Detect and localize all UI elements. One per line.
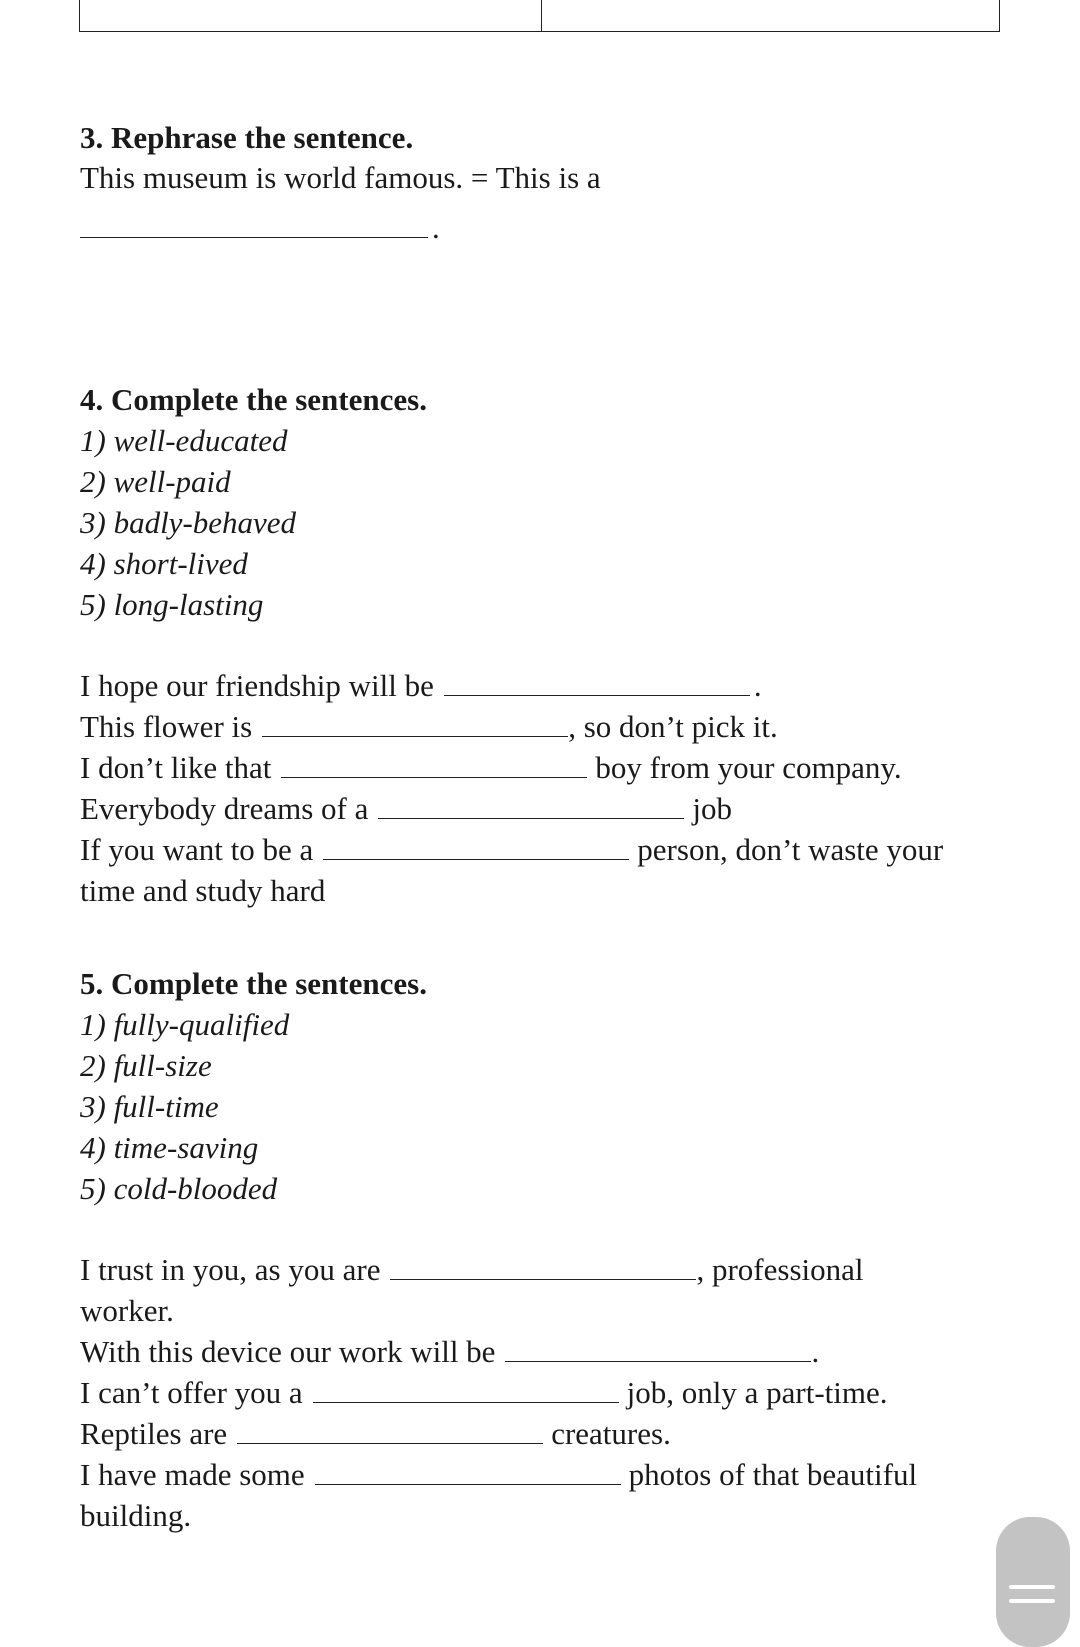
section-5-option: 5) cold-blooded bbox=[80, 1171, 278, 1206]
section-5-option: 1) fully-qualified bbox=[80, 1007, 290, 1042]
section-4-sentence bbox=[80, 791, 732, 827]
section-4-sentence bbox=[80, 832, 943, 868]
section-5-sentence bbox=[80, 1457, 917, 1493]
section-4-sentence bbox=[80, 668, 762, 704]
section-4-option: 1) well-educated bbox=[80, 423, 288, 458]
section-5-sentence bbox=[80, 1416, 671, 1452]
section-5-continuation: building. bbox=[80, 1498, 192, 1533]
sentence-text: job, only a part-time. bbox=[626, 1375, 888, 1410]
sentence-text: With this device our work will be bbox=[80, 1334, 496, 1369]
sentence-text: boy from your company. bbox=[595, 750, 902, 785]
answer-blank[interactable] bbox=[281, 751, 587, 778]
scroll-handle[interactable] bbox=[996, 1517, 1070, 1647]
section-4-option: 5) long-lasting bbox=[80, 587, 264, 622]
sentence-text: photos of that beautiful bbox=[628, 1457, 918, 1492]
sentence-text: I trust in you, as you are bbox=[80, 1252, 381, 1287]
section-5-heading: 5. Complete the sentences. bbox=[80, 966, 427, 1001]
sentence-text: I have made some bbox=[80, 1457, 305, 1492]
sentence-text: person, don’t waste your bbox=[637, 832, 944, 867]
answer-blank[interactable] bbox=[315, 1458, 621, 1485]
answer-blank[interactable] bbox=[237, 1417, 543, 1444]
section-5-sentence bbox=[80, 1375, 888, 1411]
section-4-heading: 4. Complete the sentences. bbox=[80, 382, 427, 417]
section-3-sentence: This museum is world famous. = This is a bbox=[80, 160, 601, 195]
section-5-option: 3) full-time bbox=[80, 1089, 219, 1124]
section-4-option: 4) short-lived bbox=[80, 546, 248, 581]
answer-blank[interactable] bbox=[323, 833, 629, 860]
grip-line-icon bbox=[1009, 1599, 1055, 1603]
answer-blank[interactable] bbox=[505, 1335, 811, 1362]
section-3-heading: 3. Rephrase the sentence. bbox=[80, 120, 414, 155]
sentence-text: If you want to be a bbox=[80, 832, 314, 867]
answer-blank[interactable] bbox=[262, 710, 568, 737]
answer-blank[interactable] bbox=[444, 669, 750, 696]
sentence-text: I don’t like that bbox=[80, 750, 272, 785]
sentence-text: . bbox=[811, 1334, 820, 1369]
sentence-text: I can’t offer you a bbox=[80, 1375, 303, 1410]
section-3-answer-line bbox=[80, 210, 440, 246]
section-4-option: 2) well-paid bbox=[80, 464, 231, 499]
answer-blank[interactable] bbox=[390, 1253, 696, 1280]
table-bottom-edge bbox=[79, 0, 1000, 32]
section-4-sentence bbox=[80, 750, 902, 786]
answer-blank[interactable] bbox=[313, 1376, 619, 1403]
sentence-text: This flower is bbox=[80, 709, 253, 744]
section-4-continuation: time and study hard bbox=[80, 873, 326, 908]
sentence-text: . bbox=[753, 668, 762, 703]
sentence-text: Everybody dreams of a bbox=[80, 791, 369, 826]
section-5-sentence bbox=[80, 1252, 864, 1288]
section-5-option: 4) time-saving bbox=[80, 1130, 259, 1165]
sentence-text: creatures. bbox=[551, 1416, 671, 1451]
table-column-divider bbox=[541, 0, 542, 31]
section-5-option: 2) full-size bbox=[80, 1048, 212, 1083]
section-4-option: 3) badly-behaved bbox=[80, 505, 297, 540]
answer-blank[interactable] bbox=[80, 211, 428, 238]
section-5-sentence bbox=[80, 1334, 819, 1370]
end-punctuation: . bbox=[432, 210, 440, 245]
sentence-text: I hope our friendship will be bbox=[80, 668, 434, 703]
grip-line-icon bbox=[1009, 1585, 1055, 1589]
sentence-text: Reptiles are bbox=[80, 1416, 228, 1451]
sentence-text: , professional bbox=[696, 1252, 864, 1287]
sentence-text: job bbox=[692, 791, 732, 826]
sentence-text: , so don’t pick it. bbox=[568, 709, 778, 744]
section-5-continuation: worker. bbox=[80, 1293, 174, 1328]
answer-blank[interactable] bbox=[378, 792, 684, 819]
section-4-sentence bbox=[80, 709, 778, 745]
